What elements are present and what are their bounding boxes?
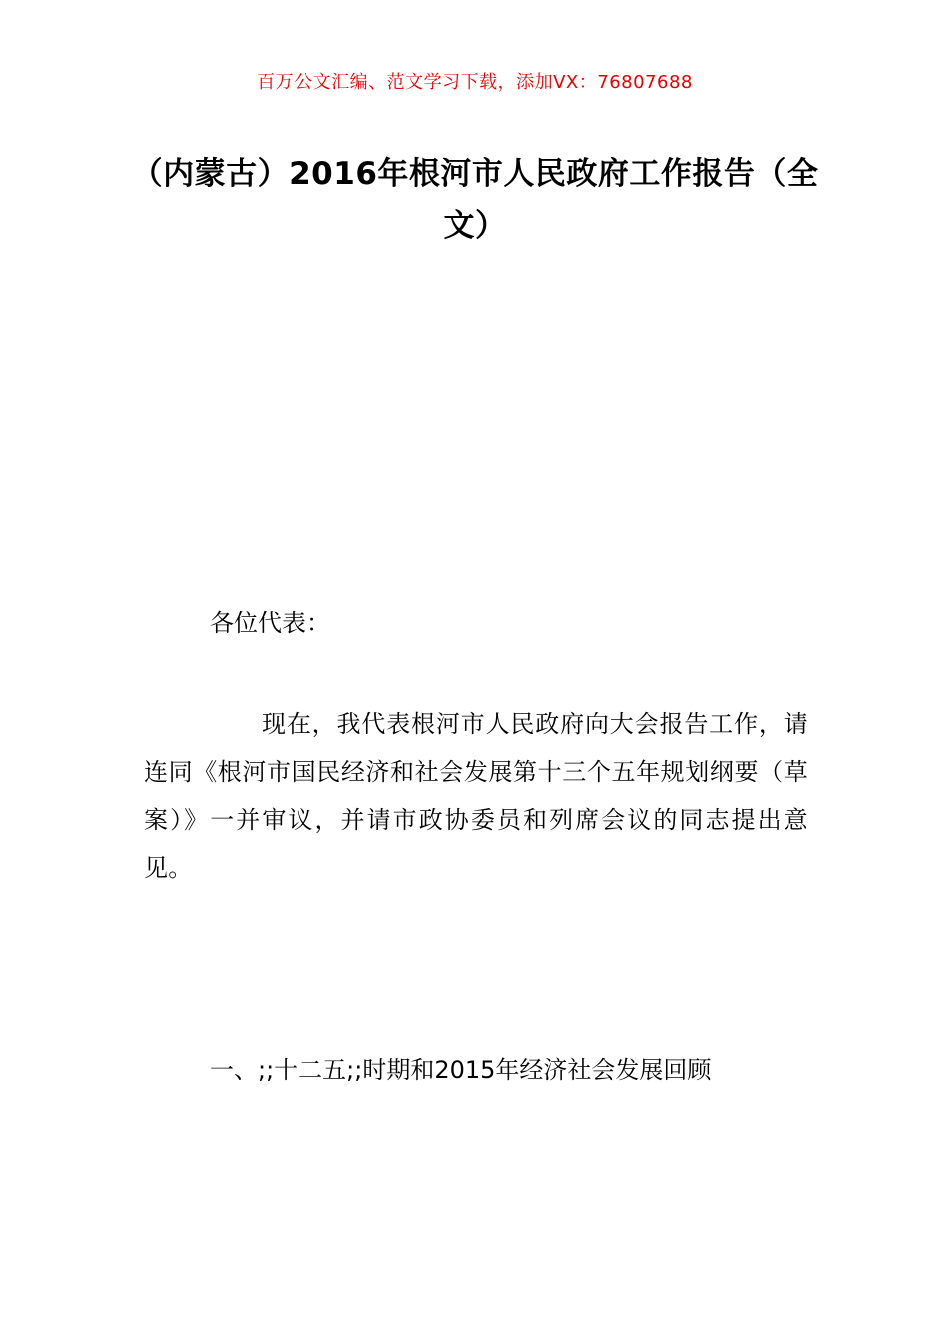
body-paragraph: 现在，我代表根河市人民政府向大会报告工作，请连同《根河市国民经济和社会发展第十三个五年规划纲要（草案）》一并审议，并请市政协委员和列席会议的同志提出意见。	[144, 710, 808, 882]
section-heading: 一、;;十二五;;时期和2015年经济社会发展回顾	[210, 1056, 712, 1084]
header-watermark-note: 百万公文汇编、范文学习下载，添加VX：76807688	[257, 72, 693, 93]
salutation: 各位代表：	[210, 609, 330, 637]
document-title: （内蒙古）2016年根河市人民政府工作报告（全文）	[131, 156, 819, 244]
